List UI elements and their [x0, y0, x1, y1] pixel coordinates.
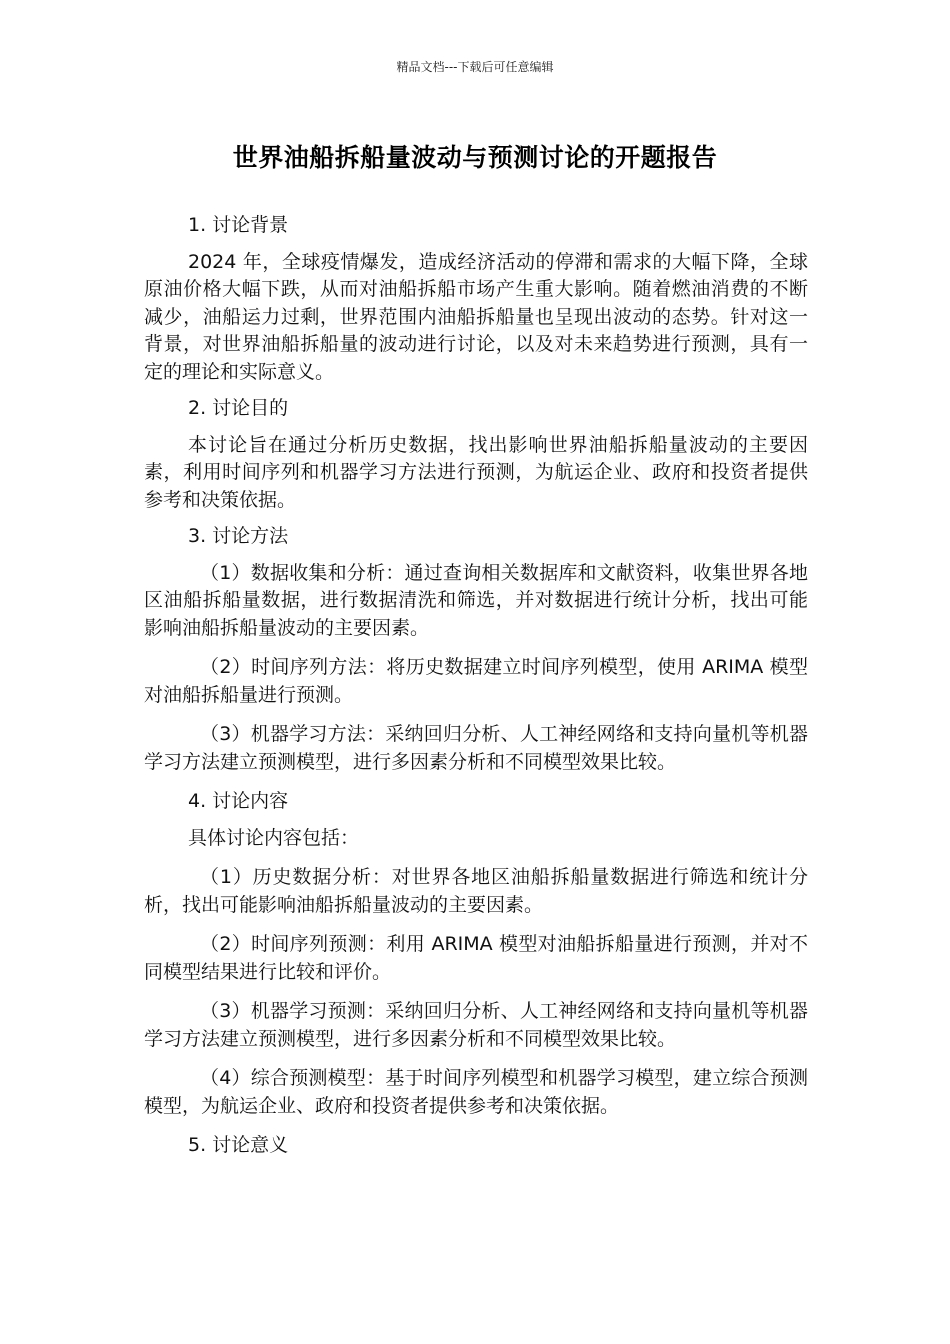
document-title: 世界油船拆船量波动与预测讨论的开题报告 — [232, 143, 718, 172]
background-paragraph: 2024 年，全球疫情爆发，造成经济活动的停滞和需求的大幅下降，全球原油价格大幅下跌，从而对油船拆船市场产生重大影响。随着燃油消费的不断减少，油船运力过剩，世界范围内油船拆船量也呈现出波动的态势。针对这一背景，对世界油船拆船量的波动进行讨论，以及对未来趋势进行预测，具有一定的理论和实际意义。 — [144, 250, 808, 383]
content-item-time-series-forecast: （2）时间序列预测：利用 ARIMA 模型对油船拆船量进行预测，并对不同模型结果进行比较和评价。 — [144, 933, 808, 983]
content-item-history-analysis: （1）历史数据分析：对世界各地区油船拆船量数据进行筛选和统计分析，找出可能影响油船拆船量波动的主要因素。 — [144, 866, 808, 916]
methods-item-time-series: （2）时间序列方法：将历史数据建立时间序列模型，使用 ARIMA 模型对油船拆船量进行预测。 — [144, 656, 808, 706]
methods-item-data-collection: （1）数据收集和分析：通过查询相关数据库和文献资料，收集世界各地区油船拆船量数据，进行数据清洗和筛选，并对数据进行统计分析，找出可能影响油船拆船量波动的主要因素。 — [144, 561, 808, 639]
section-heading-content: 4. 讨论内容 — [188, 790, 289, 812]
section-heading-purpose: 2. 讨论目的 — [188, 397, 289, 419]
header-note: 精品文档---下载后可任意编辑 — [396, 60, 554, 74]
content-lead: 具体讨论内容包括： — [188, 826, 360, 849]
methods-item-machine-learning: （3）机器学习方法：采纳回归分析、人工神经网络和支持向量机等机器学习方法建立预测模型，进行多因素分析和不同模型效果比较。 — [144, 723, 808, 773]
content-item-ml-forecast: （3）机器学习预测：采纳回归分析、人工神经网络和支持向量机等机器学习方法建立预测模型，进行多因素分析和不同模型效果比较。 — [144, 1000, 808, 1050]
section-heading-methods: 3. 讨论方法 — [188, 525, 289, 547]
document-body — [144, 212, 808, 1169]
section-heading-background: 1. 讨论背景 — [188, 214, 289, 236]
purpose-paragraph: 本讨论旨在通过分析历史数据，找出影响世界油船拆船量波动的主要因素，利用时间序列和机器学习方法进行预测，为航运企业、政府和投资者提供参考和决策依据。 — [144, 433, 808, 511]
section-heading-significance: 5. 讨论意义 — [188, 1134, 289, 1156]
content-item-combined-model: （4）综合预测模型：基于时间序列模型和机器学习模型，建立综合预测模型，为航运企业、政府和投资者提供参考和决策依据。 — [144, 1067, 808, 1117]
